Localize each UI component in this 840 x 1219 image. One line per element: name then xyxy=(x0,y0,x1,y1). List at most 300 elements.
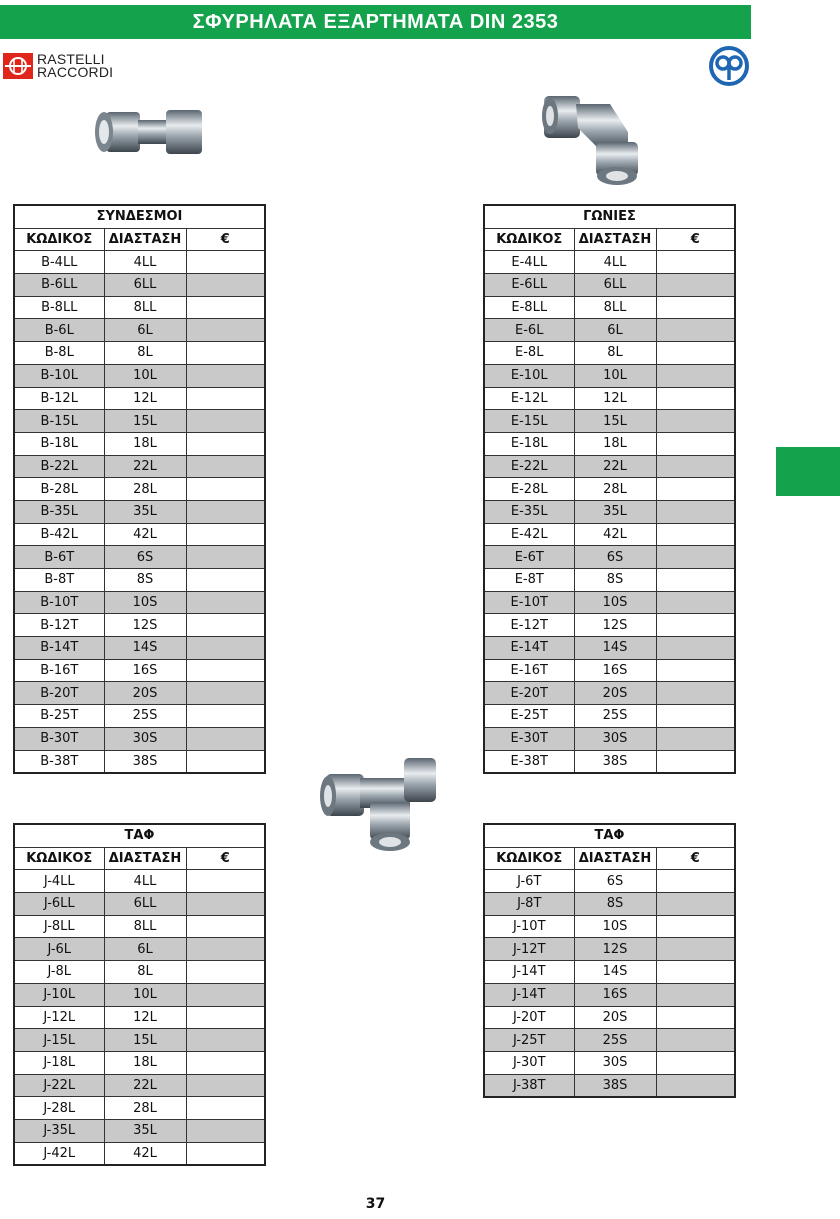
code-cell: B-14T xyxy=(14,637,104,660)
dimension-cell: 30S xyxy=(574,1051,656,1074)
table-row xyxy=(14,478,265,501)
price-cell xyxy=(186,364,265,387)
table-row xyxy=(14,1074,265,1097)
code-cell: E-22L xyxy=(484,455,574,478)
table-row xyxy=(484,983,735,1006)
dimension-cell: 6L xyxy=(574,319,656,342)
table-row xyxy=(14,500,265,523)
page-title: ΣΦΥΡΗΛΑΤΑ ΕΞΑΡΤΗΜΑΤΑ DIN 2353 xyxy=(0,5,751,39)
dimension-cell: 22L xyxy=(104,1074,186,1097)
code-cell: J-6LL xyxy=(14,893,104,916)
unions-table xyxy=(13,204,266,774)
column-header-price: € xyxy=(656,228,735,251)
dimension-cell: 28L xyxy=(574,478,656,501)
dimension-cell: 25S xyxy=(574,705,656,728)
price-cell xyxy=(656,1051,735,1074)
table-row xyxy=(484,1029,735,1052)
dimension-cell: 4LL xyxy=(104,870,186,893)
dimension-cell: 22L xyxy=(574,455,656,478)
code-cell: B-22L xyxy=(14,455,104,478)
table-row xyxy=(14,1142,265,1165)
table-row xyxy=(484,296,735,319)
table-row xyxy=(14,893,265,916)
dimension-cell: 18L xyxy=(574,432,656,455)
table-row xyxy=(484,251,735,274)
code-cell: B-8T xyxy=(14,569,104,592)
code-cell: B-42L xyxy=(14,523,104,546)
price-cell xyxy=(656,727,735,750)
table-row xyxy=(484,915,735,938)
code-cell: J-6L xyxy=(14,938,104,961)
tees-table-l xyxy=(13,823,266,1166)
table-row xyxy=(14,523,265,546)
table-row xyxy=(484,659,735,682)
price-cell xyxy=(186,546,265,569)
table-row xyxy=(14,1051,265,1074)
table-row xyxy=(484,569,735,592)
code-cell: B-20T xyxy=(14,682,104,705)
code-cell: E-6T xyxy=(484,546,574,569)
code-cell: E-12L xyxy=(484,387,574,410)
table-row xyxy=(14,705,265,728)
dimension-cell: 20S xyxy=(574,1006,656,1029)
dimension-cell: 8L xyxy=(104,961,186,984)
code-cell: B-35L xyxy=(14,500,104,523)
price-cell xyxy=(656,410,735,433)
table-row xyxy=(484,364,735,387)
price-cell xyxy=(656,1029,735,1052)
price-cell xyxy=(186,410,265,433)
code-cell: J-10T xyxy=(484,915,574,938)
table-row xyxy=(484,410,735,433)
code-cell: B-25T xyxy=(14,705,104,728)
table-row xyxy=(14,915,265,938)
table-row xyxy=(14,727,265,750)
code-cell: E-8L xyxy=(484,342,574,365)
price-cell xyxy=(656,1074,735,1097)
code-cell: B-8LL xyxy=(14,296,104,319)
code-cell: B-10L xyxy=(14,364,104,387)
dimension-cell: 8S xyxy=(104,569,186,592)
code-cell: B-6LL xyxy=(14,274,104,297)
page-number: 37 xyxy=(365,1196,386,1212)
price-cell xyxy=(186,1097,265,1120)
code-cell: B-38T xyxy=(14,750,104,773)
code-cell: J-6T xyxy=(484,870,574,893)
price-cell xyxy=(656,387,735,410)
dimension-cell: 12L xyxy=(574,387,656,410)
table-row xyxy=(484,319,735,342)
brand-line-2: RACCORDI xyxy=(37,64,114,80)
code-cell: B-4LL xyxy=(14,251,104,274)
code-cell: J-14T xyxy=(484,961,574,984)
code-cell: B-8L xyxy=(14,342,104,365)
table-row xyxy=(484,274,735,297)
column-header-price: € xyxy=(186,847,265,870)
table-row xyxy=(14,682,265,705)
price-cell xyxy=(186,478,265,501)
table-row xyxy=(14,591,265,614)
price-cell xyxy=(186,523,265,546)
table-title: ΓΩΝΙΕΣ xyxy=(484,205,735,228)
price-cell xyxy=(656,614,735,637)
code-cell: J-8LL xyxy=(14,915,104,938)
code-cell: J-28L xyxy=(14,1097,104,1120)
column-header-dimension: ΔΙΑΣΤΑΣΗ xyxy=(574,847,656,870)
dimension-cell: 14S xyxy=(574,637,656,660)
price-cell xyxy=(656,1006,735,1029)
dimension-cell: 8S xyxy=(574,893,656,916)
code-cell: B-18L xyxy=(14,432,104,455)
code-cell: E-6L xyxy=(484,319,574,342)
code-cell: E-14T xyxy=(484,637,574,660)
table-title: ΤΑΦ xyxy=(14,824,265,847)
dimension-cell: 14S xyxy=(574,961,656,984)
price-cell xyxy=(656,659,735,682)
table-row xyxy=(14,251,265,274)
table-row xyxy=(484,546,735,569)
price-cell xyxy=(656,961,735,984)
dimension-cell: 12S xyxy=(574,614,656,637)
dimension-cell: 42L xyxy=(104,523,186,546)
dimension-cell: 14S xyxy=(104,637,186,660)
dimension-cell: 35L xyxy=(104,1119,186,1142)
code-cell: B-6T xyxy=(14,546,104,569)
price-cell xyxy=(186,319,265,342)
code-cell: E-28L xyxy=(484,478,574,501)
table-row xyxy=(14,614,265,637)
dimension-cell: 10L xyxy=(574,364,656,387)
code-cell: B-12T xyxy=(14,614,104,637)
price-cell xyxy=(186,251,265,274)
price-cell xyxy=(656,637,735,660)
code-cell: E-8T xyxy=(484,569,574,592)
price-cell xyxy=(186,387,265,410)
price-cell xyxy=(656,342,735,365)
brand-logo xyxy=(3,53,113,79)
price-cell xyxy=(186,727,265,750)
code-cell: E-25T xyxy=(484,705,574,728)
table-row xyxy=(14,342,265,365)
table-row xyxy=(14,569,265,592)
code-cell: J-12L xyxy=(14,1006,104,1029)
price-cell xyxy=(186,1119,265,1142)
table-row xyxy=(14,1006,265,1029)
dimension-cell: 4LL xyxy=(104,251,186,274)
rastelli-logo-icon xyxy=(3,53,33,79)
table-row xyxy=(484,1051,735,1074)
table-row xyxy=(484,342,735,365)
dimension-cell: 6LL xyxy=(104,893,186,916)
code-cell: J-10L xyxy=(14,983,104,1006)
table-row xyxy=(484,432,735,455)
column-header-code: ΚΩΔΙΚΟΣ xyxy=(484,228,574,251)
dimension-cell: 6L xyxy=(104,938,186,961)
section-tab xyxy=(776,447,840,496)
table-row xyxy=(14,274,265,297)
code-cell: J-42L xyxy=(14,1142,104,1165)
table-row xyxy=(14,546,265,569)
code-cell: J-35L xyxy=(14,1119,104,1142)
dimension-cell: 30S xyxy=(574,727,656,750)
price-cell xyxy=(186,274,265,297)
dimension-cell: 10L xyxy=(104,983,186,1006)
dimension-cell: 6L xyxy=(104,319,186,342)
price-cell xyxy=(186,870,265,893)
dimension-cell: 12L xyxy=(104,1006,186,1029)
code-cell: E-18L xyxy=(484,432,574,455)
dimension-cell: 16S xyxy=(574,983,656,1006)
price-cell xyxy=(656,432,735,455)
table-row xyxy=(484,727,735,750)
code-cell: J-22L xyxy=(14,1074,104,1097)
table-row xyxy=(14,659,265,682)
code-cell: B-6L xyxy=(14,319,104,342)
dimension-cell: 38S xyxy=(104,750,186,773)
column-header-price: € xyxy=(656,847,735,870)
price-cell xyxy=(186,1074,265,1097)
table-row xyxy=(484,705,735,728)
code-cell: J-38T xyxy=(484,1074,574,1097)
dimension-cell: 20S xyxy=(104,682,186,705)
dimension-cell: 12S xyxy=(574,938,656,961)
table-row xyxy=(484,637,735,660)
column-header-dimension: ΔΙΑΣΤΑΣΗ xyxy=(104,228,186,251)
price-cell xyxy=(656,938,735,961)
price-cell xyxy=(186,432,265,455)
price-cell xyxy=(186,455,265,478)
price-cell xyxy=(656,569,735,592)
table-row xyxy=(14,1119,265,1142)
table-title: ΣΥΝΔΕΣΜΟΙ xyxy=(14,205,265,228)
code-cell: E-6LL xyxy=(484,274,574,297)
price-cell xyxy=(656,319,735,342)
table-row xyxy=(14,938,265,961)
brand-line-1: RASTELLI xyxy=(37,51,105,67)
code-cell: E-38T xyxy=(484,750,574,773)
price-cell xyxy=(186,961,265,984)
price-cell xyxy=(186,500,265,523)
dimension-cell: 15L xyxy=(104,410,186,433)
price-cell xyxy=(656,915,735,938)
dimension-cell: 15L xyxy=(574,410,656,433)
price-cell xyxy=(186,682,265,705)
table-row xyxy=(484,455,735,478)
price-cell xyxy=(656,682,735,705)
dimension-cell: 8S xyxy=(574,569,656,592)
dimension-cell: 6LL xyxy=(104,274,186,297)
price-cell xyxy=(186,569,265,592)
code-cell: B-10T xyxy=(14,591,104,614)
table-row xyxy=(14,410,265,433)
price-cell xyxy=(656,523,735,546)
code-cell: E-42L xyxy=(484,523,574,546)
price-cell xyxy=(186,1006,265,1029)
table-row xyxy=(484,523,735,546)
column-header-price: € xyxy=(186,228,265,251)
dimension-cell: 8LL xyxy=(104,915,186,938)
dimension-cell: 15L xyxy=(104,1029,186,1052)
price-cell xyxy=(186,1029,265,1052)
price-cell xyxy=(656,983,735,1006)
price-cell xyxy=(186,342,265,365)
price-cell xyxy=(656,274,735,297)
dimension-cell: 8L xyxy=(104,342,186,365)
table-row xyxy=(484,961,735,984)
price-cell xyxy=(656,478,735,501)
code-cell: J-14T xyxy=(484,983,574,1006)
dimension-cell: 30S xyxy=(104,727,186,750)
price-cell xyxy=(186,296,265,319)
table-row xyxy=(484,938,735,961)
code-cell: B-15L xyxy=(14,410,104,433)
price-cell xyxy=(656,455,735,478)
table-row xyxy=(14,961,265,984)
dimension-cell: 10S xyxy=(574,915,656,938)
code-cell: J-20T xyxy=(484,1006,574,1029)
price-cell xyxy=(186,1051,265,1074)
price-cell xyxy=(186,659,265,682)
code-cell: E-8LL xyxy=(484,296,574,319)
dimension-cell: 6LL xyxy=(574,274,656,297)
elbow-fitting-image xyxy=(538,92,648,188)
table-row xyxy=(484,1074,735,1097)
dimension-cell: 42L xyxy=(574,523,656,546)
code-cell: E-4LL xyxy=(484,251,574,274)
table-row xyxy=(14,1029,265,1052)
code-cell: J-25T xyxy=(484,1029,574,1052)
table-row xyxy=(14,637,265,660)
dimension-cell: 10S xyxy=(574,591,656,614)
code-cell: E-10T xyxy=(484,591,574,614)
dimension-cell: 10L xyxy=(104,364,186,387)
dimension-cell: 35L xyxy=(104,500,186,523)
price-cell xyxy=(656,705,735,728)
price-cell xyxy=(186,915,265,938)
dimension-cell: 12S xyxy=(104,614,186,637)
table-row xyxy=(14,1097,265,1120)
code-cell: J-8L xyxy=(14,961,104,984)
price-cell xyxy=(656,546,735,569)
dimension-cell: 42L xyxy=(104,1142,186,1165)
code-cell: B-16T xyxy=(14,659,104,682)
table-row xyxy=(484,614,735,637)
price-cell xyxy=(186,591,265,614)
code-cell: E-15L xyxy=(484,410,574,433)
table-row xyxy=(14,364,265,387)
code-cell: E-30T xyxy=(484,727,574,750)
dimension-cell: 4LL xyxy=(574,251,656,274)
company-logo-icon xyxy=(708,46,750,86)
price-cell xyxy=(656,870,735,893)
price-cell xyxy=(656,591,735,614)
dimension-cell: 8LL xyxy=(574,296,656,319)
table-title: ΤΑΦ xyxy=(484,824,735,847)
table-row xyxy=(484,500,735,523)
dimension-cell: 28L xyxy=(104,478,186,501)
tees-table-s xyxy=(483,823,736,1098)
table-row xyxy=(484,387,735,410)
price-cell xyxy=(656,364,735,387)
dimension-cell: 25S xyxy=(104,705,186,728)
table-row xyxy=(484,682,735,705)
price-cell xyxy=(186,614,265,637)
code-cell: E-20T xyxy=(484,682,574,705)
code-cell: B-28L xyxy=(14,478,104,501)
column-header-code: ΚΩΔΙΚΟΣ xyxy=(14,228,104,251)
dimension-cell: 8L xyxy=(574,342,656,365)
code-cell: E-10L xyxy=(484,364,574,387)
union-fitting-image xyxy=(88,100,208,170)
price-cell xyxy=(186,750,265,773)
column-header-dimension: ΔΙΑΣΤΑΣΗ xyxy=(104,847,186,870)
code-cell: J-30T xyxy=(484,1051,574,1074)
code-cell: J-4LL xyxy=(14,870,104,893)
price-cell xyxy=(656,750,735,773)
price-cell xyxy=(656,251,735,274)
price-cell xyxy=(186,893,265,916)
table-row xyxy=(14,432,265,455)
dimension-cell: 38S xyxy=(574,1074,656,1097)
code-cell: J-18L xyxy=(14,1051,104,1074)
dimension-cell: 6S xyxy=(574,870,656,893)
price-cell xyxy=(656,893,735,916)
dimension-cell: 25S xyxy=(574,1029,656,1052)
table-row xyxy=(484,478,735,501)
dimension-cell: 38S xyxy=(574,750,656,773)
table-row xyxy=(14,455,265,478)
code-cell: E-16T xyxy=(484,659,574,682)
table-row xyxy=(484,591,735,614)
price-cell xyxy=(186,705,265,728)
dimension-cell: 8LL xyxy=(104,296,186,319)
price-cell xyxy=(186,1142,265,1165)
table-row xyxy=(484,870,735,893)
table-row xyxy=(484,750,735,773)
dimension-cell: 22L xyxy=(104,455,186,478)
code-cell: J-8T xyxy=(484,893,574,916)
column-header-code: ΚΩΔΙΚΟΣ xyxy=(14,847,104,870)
code-cell: E-35L xyxy=(484,500,574,523)
code-cell: E-12T xyxy=(484,614,574,637)
dimension-cell: 18L xyxy=(104,432,186,455)
column-header-dimension: ΔΙΑΣΤΑΣΗ xyxy=(574,228,656,251)
table-row xyxy=(484,1006,735,1029)
table-row xyxy=(14,983,265,1006)
dimension-cell: 28L xyxy=(104,1097,186,1120)
table-row xyxy=(484,893,735,916)
dimension-cell: 6S xyxy=(104,546,186,569)
dimension-cell: 6S xyxy=(574,546,656,569)
price-cell xyxy=(186,938,265,961)
dimension-cell: 12L xyxy=(104,387,186,410)
dimension-cell: 20S xyxy=(574,682,656,705)
dimension-cell: 10S xyxy=(104,591,186,614)
dimension-cell: 18L xyxy=(104,1051,186,1074)
price-cell xyxy=(656,296,735,319)
elbows-table xyxy=(483,204,736,774)
dimension-cell: 16S xyxy=(574,659,656,682)
table-row xyxy=(14,319,265,342)
code-cell: J-12T xyxy=(484,938,574,961)
dimension-cell: 35L xyxy=(574,500,656,523)
code-cell: B-30T xyxy=(14,727,104,750)
table-row xyxy=(14,870,265,893)
table-row xyxy=(14,296,265,319)
code-cell: J-15L xyxy=(14,1029,104,1052)
price-cell xyxy=(186,983,265,1006)
price-cell xyxy=(656,500,735,523)
